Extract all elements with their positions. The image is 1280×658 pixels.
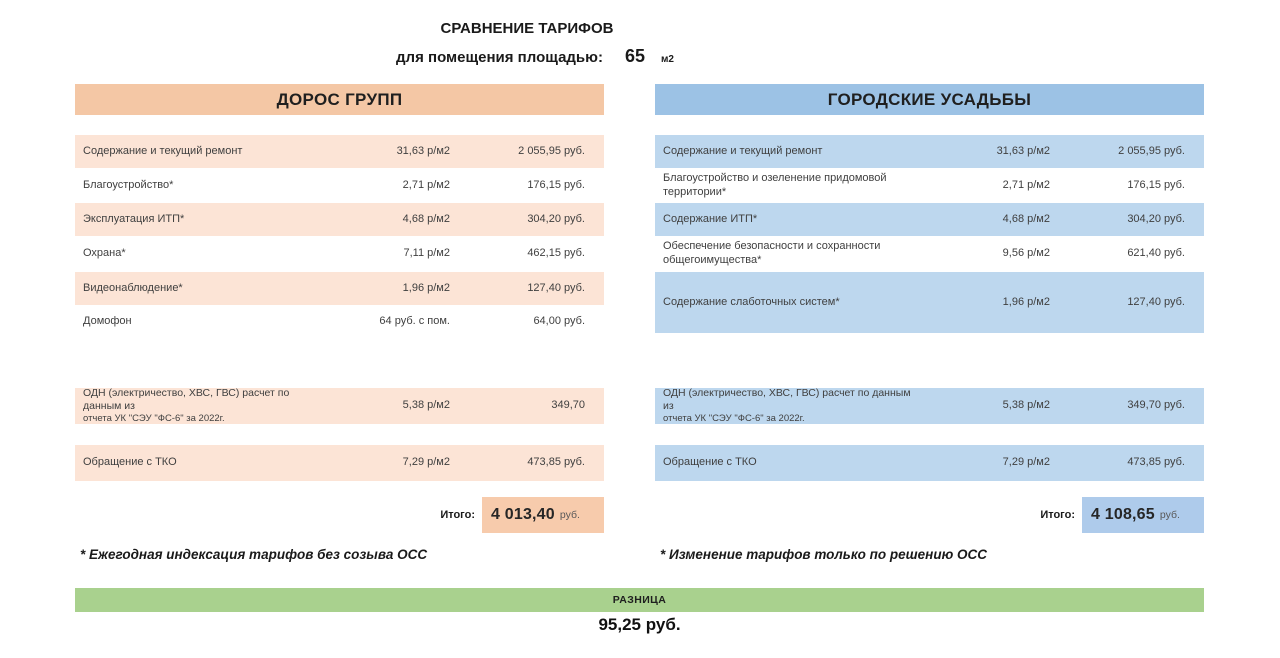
row-total: 473,85 руб. — [527, 456, 585, 469]
table-row — [655, 168, 1204, 203]
row-rate: 31,63 р/м2 — [396, 144, 450, 157]
total-unit: руб. — [559, 509, 580, 521]
page-title: СРАВНЕНИЕ ТАРИФОВ — [440, 20, 614, 37]
row-rate: 1,96 р/м2 — [1002, 295, 1050, 308]
row-rate: 31,63 р/м2 — [996, 144, 1050, 157]
row-rate: 9,56 р/м2 — [1002, 247, 1050, 260]
row-label: Обращение с ТКО — [83, 456, 177, 469]
table-row — [655, 445, 1204, 481]
row-total: 2 055,95 руб. — [1118, 144, 1185, 157]
row-total: 64,00 руб. — [533, 315, 585, 328]
spacer — [75, 424, 604, 445]
row-label: Эксплуатация ИТП* — [83, 212, 185, 225]
spacer — [655, 424, 1204, 445]
table-row — [655, 203, 1204, 236]
row-total: 304,20 руб. — [1127, 212, 1185, 225]
row-label-line2: отчета УК "СЭУ "ФС-6" за 2022г. — [663, 413, 805, 425]
left-total-row — [75, 497, 604, 533]
right-table-header: ГОРОДСКИЕ УСАДЬБЫ — [655, 84, 1204, 115]
spacer — [655, 333, 1204, 388]
row-total: 473,85 руб. — [1127, 456, 1185, 469]
right-total-box — [1082, 497, 1204, 533]
row-label: Содержание слаботочных систем* — [663, 295, 840, 308]
row-label: Видеонаблюдение* — [83, 281, 183, 294]
table-row — [75, 445, 604, 481]
row-rate: 1,96 р/м2 — [402, 281, 450, 294]
area-unit: м2 — [660, 54, 674, 65]
table-row — [75, 135, 604, 168]
table-row — [75, 168, 604, 203]
row-rate: 7,29 р/м2 — [402, 456, 450, 469]
row-label: Охрана* — [83, 247, 126, 260]
row-label: ОДН (электричество, ХВС, ГВС) расчет по данным из — [663, 386, 911, 413]
area-label: для помещения площадью: — [396, 49, 603, 66]
row-total: 349,70 — [551, 399, 585, 412]
row-rate: 5,38 р/м2 — [402, 399, 450, 412]
row-total: 462,15 руб. — [527, 247, 585, 260]
row-rate: 64 руб. с пом. — [379, 315, 450, 328]
row-rate: 2,71 р/м2 — [402, 178, 450, 191]
table-row — [655, 135, 1204, 168]
row-rate: 7,29 р/м2 — [1002, 456, 1050, 469]
table-row — [75, 272, 604, 305]
row-total: 176,15 руб. — [527, 178, 585, 191]
row-label: Благоустройство и озеленение придомовой территории* — [663, 171, 887, 198]
table-row — [655, 236, 1204, 272]
difference-bar: РАЗНИЦА — [75, 588, 1204, 612]
table-row — [655, 272, 1204, 333]
row-rate: 4,68 р/м2 — [402, 212, 450, 225]
total-value: 4 108,65 — [1091, 506, 1155, 523]
page-subtitle — [396, 46, 674, 67]
row-total: 127,40 руб. — [1127, 295, 1185, 308]
table-row — [75, 203, 604, 236]
total-unit: руб. — [1159, 509, 1180, 521]
spacer — [655, 115, 1204, 135]
total-value: 4 013,40 — [491, 506, 555, 523]
row-total: 304,20 руб. — [527, 212, 585, 225]
area-value: 65 — [624, 46, 645, 66]
row-total: 127,40 руб. — [527, 281, 585, 294]
difference-value: 95,25 руб. — [598, 615, 681, 634]
right-table-gorodskie-usadby — [655, 84, 1204, 562]
table-row — [75, 388, 604, 424]
spacer — [75, 115, 604, 135]
row-rate: 4,68 р/м2 — [1002, 212, 1050, 225]
table-row — [75, 305, 604, 339]
right-total-row — [655, 497, 1204, 533]
row-label-line2: отчета УК "СЭУ "ФС-6" за 2022г. — [83, 413, 225, 425]
row-total: 176,15 руб. — [1127, 178, 1185, 191]
right-footnote: * Изменение тарифов только по решению ОСС — [660, 547, 987, 562]
table-row — [655, 388, 1204, 424]
row-rate: 5,38 р/м2 — [1002, 399, 1050, 412]
row-label: Содержание и текущий ремонт — [83, 144, 243, 157]
row-label: Благоустройство* — [83, 178, 174, 191]
row-label: Домофон — [83, 315, 132, 328]
total-label: Итого: — [1040, 509, 1075, 521]
left-table-doros-grupp — [75, 84, 604, 562]
row-label: Содержание и текущий ремонт — [663, 144, 823, 157]
row-label: Содержание ИТП* — [663, 212, 758, 225]
left-total-box — [482, 497, 604, 533]
row-label: Обращение с ТКО — [663, 456, 757, 469]
row-total: 349,70 руб. — [1127, 399, 1185, 412]
table-row — [75, 236, 604, 272]
row-rate: 7,11 р/м2 — [403, 247, 450, 260]
spacer — [75, 339, 604, 388]
row-total: 621,40 руб. — [1127, 247, 1185, 260]
row-rate: 2,71 р/м2 — [1002, 178, 1050, 191]
left-footnote: * Ежегодная индексация тарифов без созыва ОСС — [80, 547, 428, 562]
total-label: Итого: — [440, 509, 475, 521]
row-label: Обеспечение безопасности и сохранности общегоимущества* — [663, 240, 881, 266]
row-label: ОДН (электричество, ХВС, ГВС) расчет по данным из — [83, 386, 290, 413]
row-total: 2 055,95 руб. — [518, 144, 585, 157]
left-table-header: ДОРОС ГРУПП — [75, 84, 604, 115]
